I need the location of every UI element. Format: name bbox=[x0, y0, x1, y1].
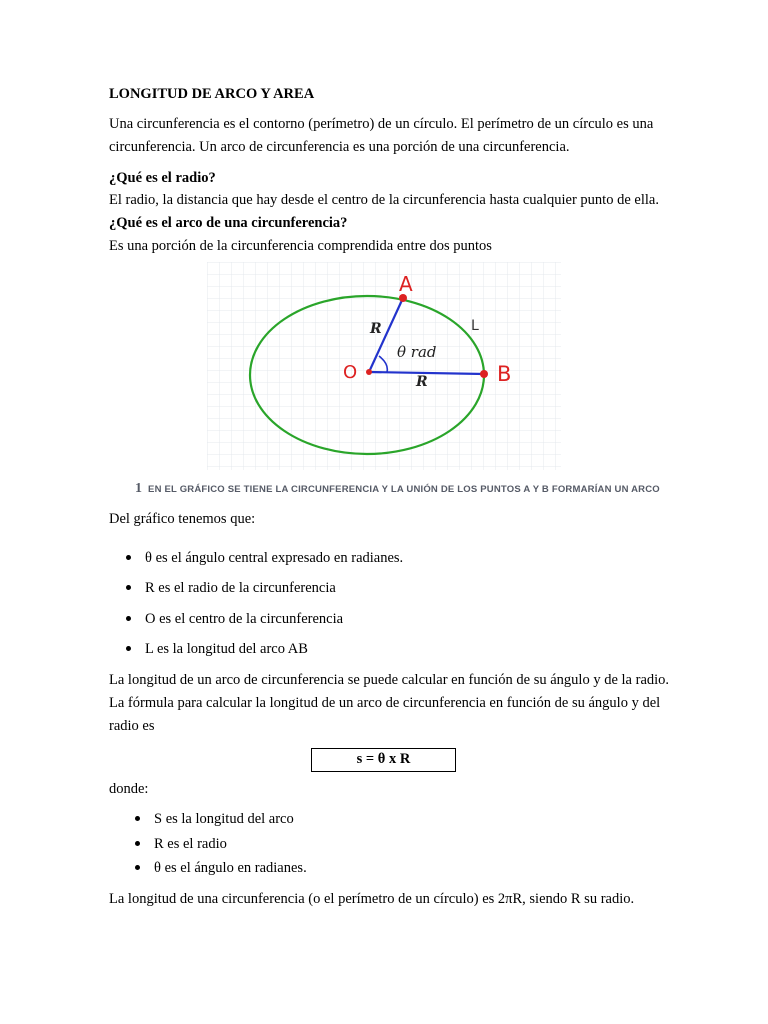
bullet-icon bbox=[135, 841, 140, 846]
label-theta-rad: θ rad bbox=[397, 343, 437, 361]
list-item bbox=[126, 580, 336, 597]
list-item bbox=[126, 641, 308, 658]
list-item bbox=[135, 836, 227, 853]
answer-arc: Es una porción de la circunferencia comprendida entre dos puntos bbox=[109, 238, 492, 254]
list-item bbox=[135, 860, 307, 877]
list-item bbox=[126, 611, 343, 628]
bullet-icon bbox=[135, 865, 140, 870]
arc-diagram bbox=[207, 262, 561, 470]
list-item-text: O es el centro de la circunferencia bbox=[145, 611, 344, 627]
list-item-text: R es el radio de la circunferencia bbox=[145, 580, 336, 596]
arc-diagram-svg bbox=[207, 262, 561, 470]
point-o bbox=[366, 369, 372, 375]
paragraph-line-3: radio es bbox=[109, 718, 155, 734]
del-grafico-text: Del gráfico tenemos que: bbox=[109, 511, 256, 527]
list-item bbox=[126, 550, 403, 567]
question-radius: ¿Qué es el radio? bbox=[109, 170, 216, 186]
bullet-icon bbox=[126, 585, 131, 590]
label-r-horizontal: R bbox=[416, 374, 428, 390]
paragraph-line-2: La fórmula para calcular la longitud de un arco de circunferencia en función de su ángulo y del bbox=[109, 695, 661, 711]
caption-text: EN EL GRÁFICO SE TIENE LA CIRCUNFERENCIA Y LA UNIÓN DE LOS PUNTOS A Y B FORMARÍAN UN ARCO bbox=[148, 484, 660, 495]
label-r-vertical: R bbox=[370, 321, 382, 337]
final-paragraph: La longitud de una circunferencia (o el perímetro de un círculo) es 2πR, siendo R su radio. bbox=[109, 891, 635, 907]
list-item bbox=[135, 811, 294, 828]
caption-number: 1 bbox=[135, 481, 143, 496]
label-l: L bbox=[471, 318, 479, 334]
label-o: O bbox=[343, 362, 358, 383]
donde-text: donde: bbox=[109, 781, 149, 797]
label-a: A bbox=[399, 272, 413, 296]
paragraph-line-1: La longitud de un arco de circunferencia se puede calcular en función de su ángulo y de la radio. bbox=[109, 672, 670, 688]
intro-line-2: circunferencia. Un arco de circunferencia es una porción de una circunferencia. bbox=[109, 139, 570, 155]
page-title: LONGITUD DE ARCO Y AREA bbox=[109, 86, 315, 102]
list-item-text: θ es el ángulo central expresado en radianes. bbox=[145, 550, 404, 566]
point-b bbox=[480, 370, 488, 378]
bullet-icon bbox=[126, 646, 131, 651]
list-item-text: L es la longitud del arco AB bbox=[145, 641, 308, 657]
bullet-icon bbox=[126, 555, 131, 560]
answer-radius: El radio, la distancia que hay desde el centro de la circunferencia hasta cualquier punto de ella. bbox=[109, 192, 659, 208]
figure-caption bbox=[135, 481, 660, 497]
list-item-text: R es el radio bbox=[154, 836, 227, 852]
list-item-text: θ es el ángulo en radianes. bbox=[154, 860, 307, 876]
formula-box: s = θ x R bbox=[311, 748, 456, 772]
intro-line-1: Una circunferencia es el contorno (perímetro) de un círculo. El perímetro de un círculo es una bbox=[109, 116, 654, 132]
list-item-text: S es la longitud del arco bbox=[154, 811, 294, 827]
label-b: B bbox=[497, 362, 512, 386]
question-arc: ¿Qué es el arco de una circunferencia? bbox=[109, 215, 348, 231]
bullet-icon bbox=[135, 816, 140, 821]
bullet-icon bbox=[126, 616, 131, 621]
